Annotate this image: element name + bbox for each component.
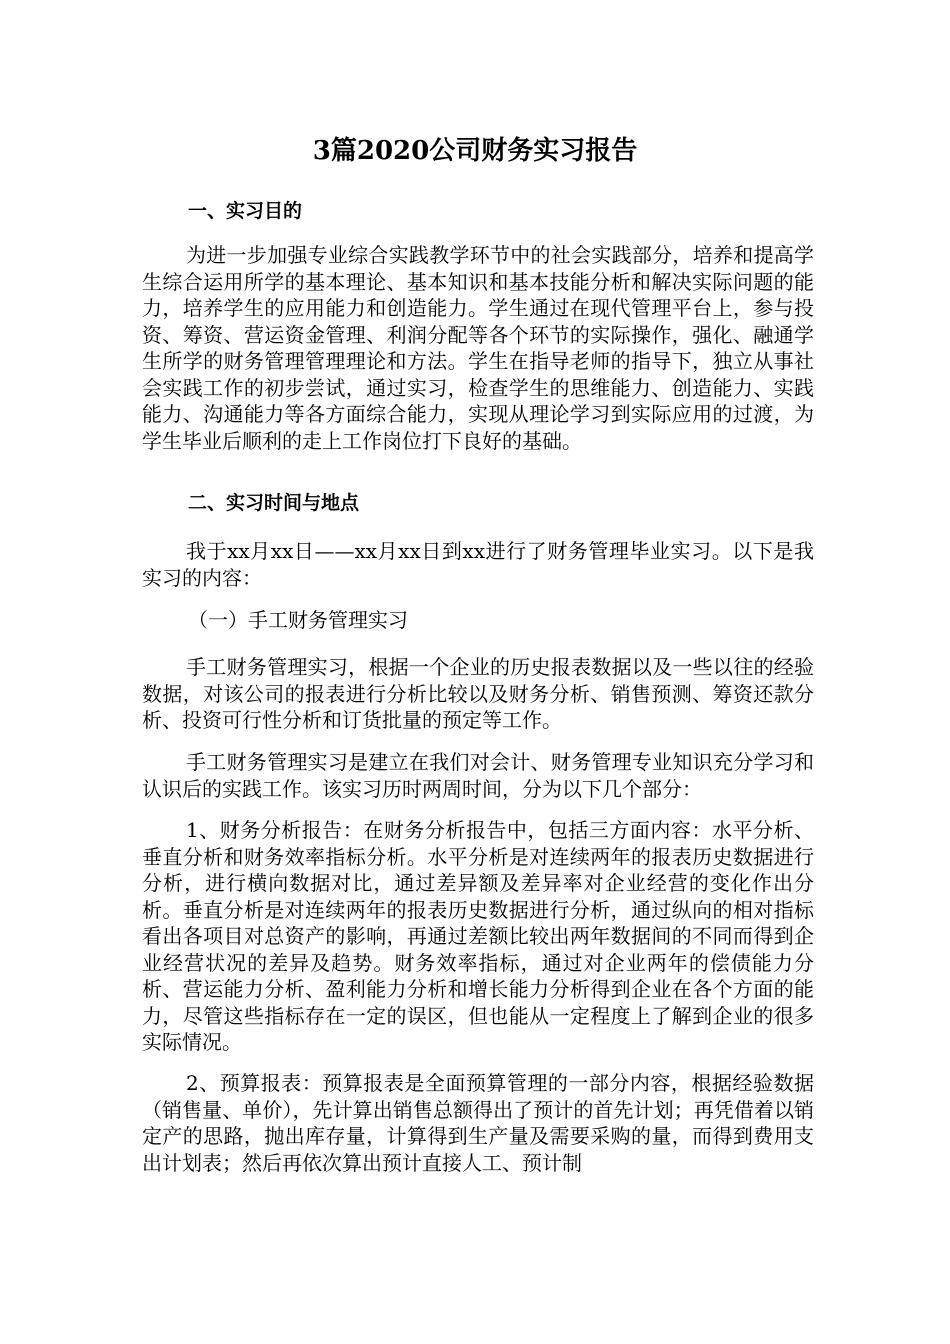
paragraph-manual-finance-intro: 手工财务管理实习，根据一个企业的历史报表数据以及一些以往的经验数据，对该公司的报表进行分析比较以及财务分析、销售预测、筹资还款分析、投资可行性分析和订货批量的预定等工作。 (142, 655, 814, 732)
paragraph-budget-report: 2、预算报表：预算报表是全面预算管理的一部分内容，根据经验数据（销售量、单价），先计算出销售总额得出了预计的首先计划；再凭借着以销定产的思路，抛出库存量，计算得到生产量及需要采购的量，而得到费用支出计划表；然后再依次算出预计直接人工、预计制 (142, 1071, 814, 1175)
section-heading-purpose: 一、实习目的 (188, 200, 303, 222)
paragraph-purpose: 为进一步加强专业综合实践教学环节中的社会实践部分，培养和提高学生综合运用所学的基本理论、基本知识和基本技能分析和解决实际问题的能力，培养学生的应用能力和创造能力。学生通过在现代管理平台上，参与投资、筹资、营运资金管理、利润分配等各个环节的实际操作，强化、融通学生所学的财务管理管理理论和方法。学生在指导老师的指导下，独立从事社会实践工作的初步尝试，通过实习，检查学生的思维能力、创造能力、实践能力、沟通能力等各方面综合能力，实现从理论学习到实际应用的过渡，为学生毕业后顺利的走上工作岗位打下良好的基础。 (142, 243, 814, 453)
paragraph-manual-finance-basis: 手工财务管理实习是建立在我们对会计、财务管理专业知识充分学习和认识后的实践工作。该实习历时两周时间，分为以下几个部分： (142, 750, 814, 801)
document-title: 3篇2020公司财务实习报告 (312, 136, 638, 166)
paragraph-time-place: 我于xx月xx日——xx月xx日到xx进行了财务管理毕业实习。以下是我实习的内容： (142, 539, 814, 590)
subheading-manual-finance: （一）手工财务管理实习 (188, 608, 408, 632)
section-heading-time-place: 二、实习时间与地点 (188, 492, 360, 514)
paragraph-financial-analysis-report: 1、财务分析报告：在财务分析报告中，包括三方面内容：水平分析、垂直分析和财务效率指标分析。水平分析是对连续两年的报表历史数据进行分析，进行横向数据对比，通过差异额及差异率对企业经营的变化作出分析。垂直分析是对连续两年的报表历史数据进行分析，通过纵向的相对指标看出各项目对总资产的影响，再通过差额比较出两年数据间的不同而得到企业经营状况的差异及趋势。财务效率指标，通过对企业两年的偿债能力分析、营运能力分析、盈利能力分析和增长能力分析得到企业在各个方面的能力，尽管这些指标存在一定的误区，但也能从一定程度上了解到企业的很多实际情况。 (142, 818, 814, 1054)
